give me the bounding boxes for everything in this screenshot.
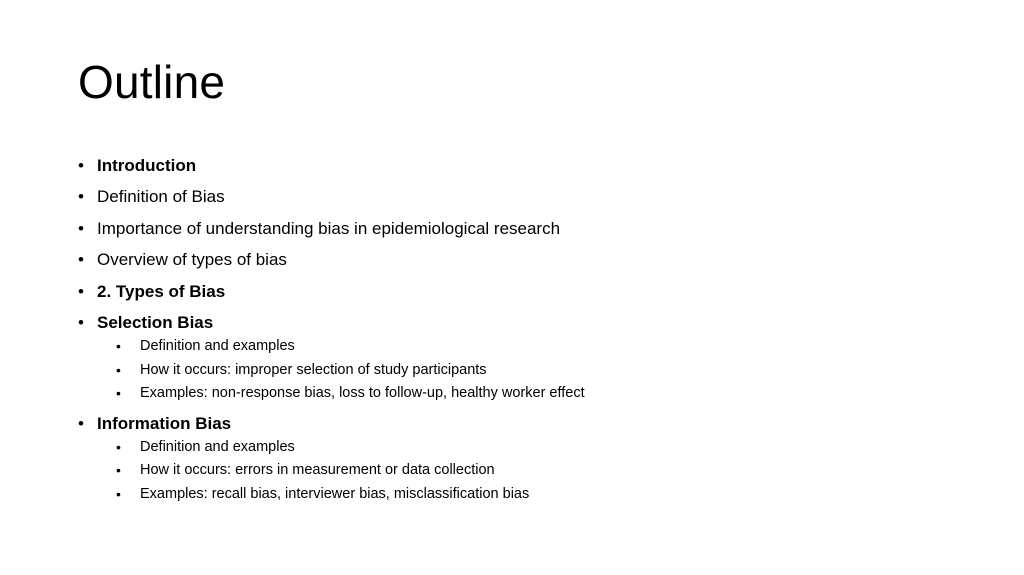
bullet-icon: • [78, 281, 84, 301]
sub-bullet-list [97, 437, 978, 504]
bullet-icon: • [78, 250, 84, 270]
list-item-text: Overview of types of bias [97, 250, 287, 270]
sub-list-item-text: Examples: non-response bias, loss to follow-up, healthy worker effect [140, 385, 585, 402]
bullet-icon: • [116, 462, 121, 479]
list-item-text: Selection Bias [97, 312, 214, 332]
sub-list-item [97, 484, 978, 504]
sub-list-item [97, 360, 978, 380]
bullet-icon: • [78, 413, 84, 433]
sub-list-item-text: Examples: recall bias, interviewer bias, misclassification bias [140, 485, 530, 502]
bullet-icon: • [116, 485, 121, 502]
bullet-icon: • [116, 337, 121, 354]
bullet-icon: • [78, 218, 84, 238]
list-item-text: Information Bias [97, 413, 232, 433]
sub-list-item-text: How it occurs: errors in measurement or data collection [140, 462, 495, 479]
bullet-icon: • [116, 385, 121, 402]
sub-list-item-text: Definition and examples [140, 438, 295, 455]
sub-list-item [97, 437, 978, 457]
sub-list-item [97, 460, 978, 480]
list-item [78, 185, 978, 208]
sub-list-item-text: How it occurs: improper selection of study participants [140, 361, 487, 378]
list-item [78, 412, 978, 504]
list-item [78, 217, 978, 240]
list-item-text: 2. Types of Bias [97, 281, 226, 301]
list-item [78, 154, 978, 177]
sub-bullet-list [97, 336, 978, 403]
sub-list-item [97, 336, 978, 356]
list-item [78, 280, 978, 303]
list-item-text: Importance of understanding bias in epidemiological research [97, 218, 561, 238]
bullet-icon: • [78, 187, 84, 207]
list-item [78, 311, 978, 403]
bullet-icon: • [116, 438, 121, 455]
list-item-text: Introduction [97, 156, 197, 175]
bullet-icon: • [78, 312, 84, 332]
bullet-list [78, 154, 978, 512]
list-item [78, 248, 978, 271]
bullet-icon: • [116, 361, 121, 378]
bullet-icon: • [78, 156, 84, 175]
sub-list-item [97, 383, 978, 403]
list-item-text: Definition of Bias [97, 187, 225, 207]
sub-list-item-text: Definition and examples [140, 337, 295, 354]
slide-title: Outline [78, 56, 226, 108]
